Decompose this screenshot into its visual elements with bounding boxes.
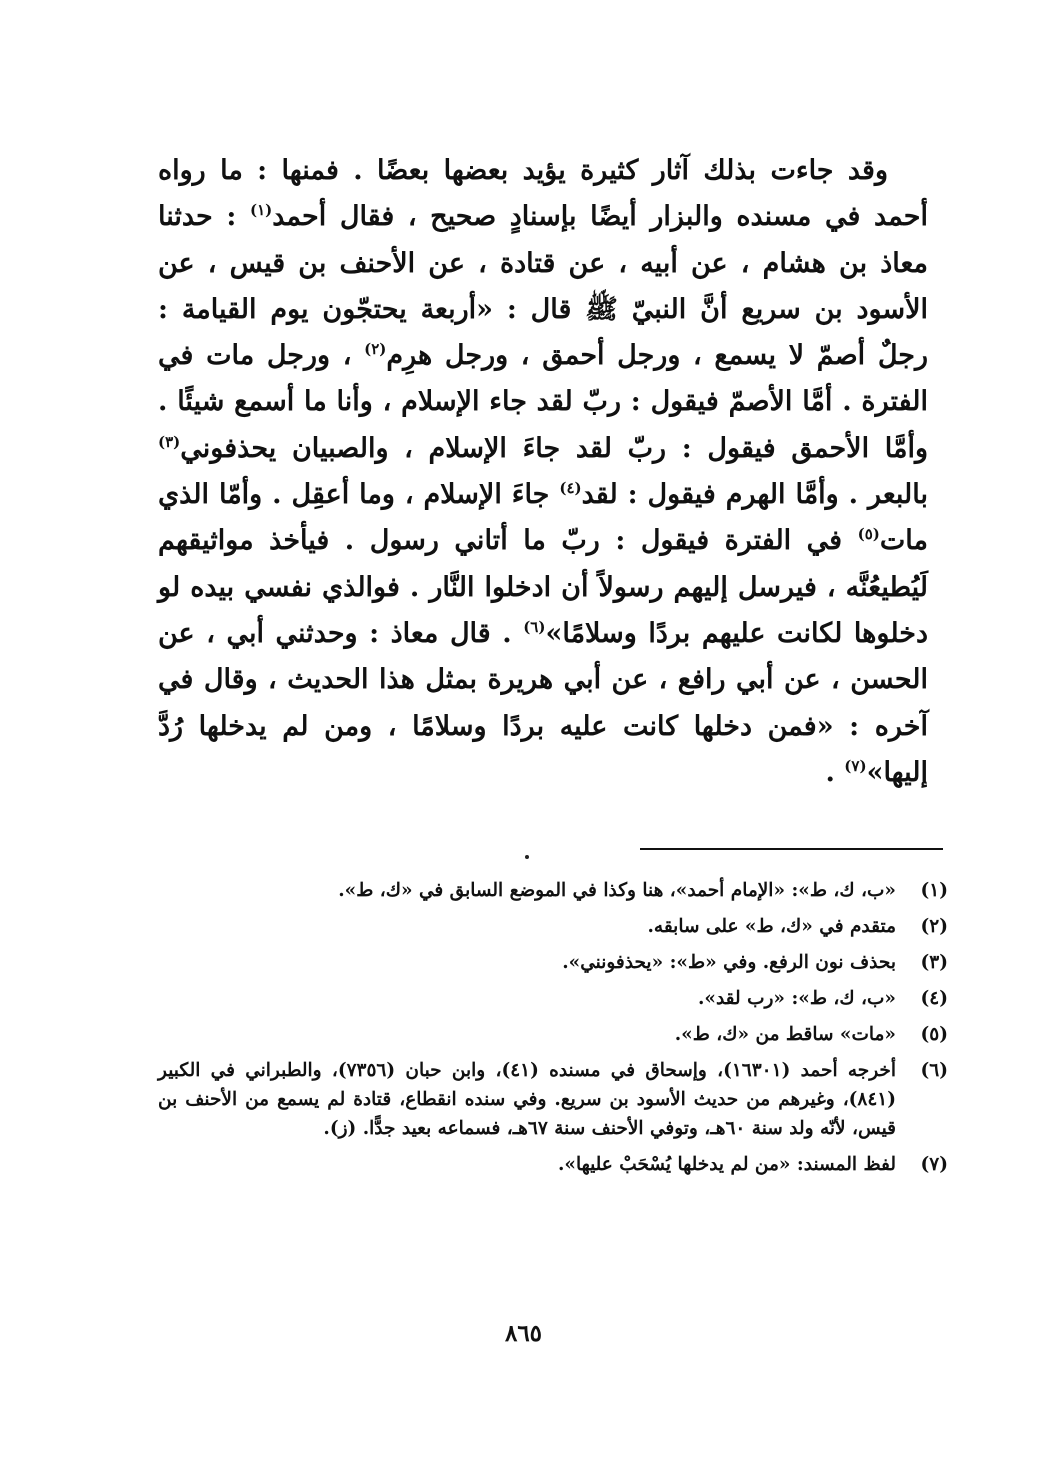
footnote-item [158, 912, 948, 941]
footnote-item [158, 1056, 948, 1143]
footnote-text: «ب، ك، ط»: «الإمام أحمد»، هنا وكذا في الموضع السابق في «ك، ط». [338, 880, 896, 901]
footnote-number: (١) [920, 880, 948, 901]
footnote-ref-3[interactable]: (٣) [158, 432, 181, 451]
footnote-ref-6[interactable]: (٦) [523, 617, 546, 636]
ink-dot [525, 855, 529, 859]
footnote-number: (٦) [920, 1060, 948, 1081]
main-paragraph [158, 148, 928, 796]
footnote-number: (٣) [920, 952, 948, 973]
footnote-text: «ب، ك، ط»: «رب لقد». [697, 988, 896, 1009]
footnote-item [158, 984, 948, 1013]
footnote-text: متقدم في «ك، ط» على سابقه. [647, 916, 896, 937]
footnote-text: «مات» ساقط من «ك، ط». [674, 1024, 896, 1045]
footnote-number: (٧) [920, 1154, 948, 1175]
main-text-segment: ، ورجل مات في الفترة . أمَّا الأصمّ فيقول : ربّ لقد جاء الإسلام ، وأنا ما أسمع شيئًا . وأمَّا الأحمق فيقول : ربّ لقد جاءَ الإسلام ، والصبيان يحذفوني [158, 340, 928, 464]
footnote-ref-1[interactable]: (١) [249, 201, 273, 220]
main-text-segment: جاءَ الإسلام ، وما أعقِل . وأمّا الذي مات [158, 479, 928, 557]
footnote-text: بحذف نون الرفع. وفي «ط»: «يحذفونني». [562, 952, 896, 973]
footnote-ref-5[interactable]: (٥) [857, 525, 880, 544]
footnote-ref-2[interactable]: (٢) [364, 340, 387, 359]
main-text-segment: في الفترة فيقول : ربّ ما أتاني رسول . فيأخذ مواثيقهم لَيُطيعُنَّه ، فيرسل إليهم رسولاً أن ادخلوا النَّار . فوالذي نفسي بيده لو دخلوها لكانت عليهم بردًا وسلامًا» [158, 525, 928, 649]
page-number: ٨٦٥ [504, 1320, 543, 1347]
footnote-text: لفظ المسند: «من لم يدخلها يُسْحَبْ عليها». [557, 1154, 896, 1175]
footnote-number: (٢) [920, 916, 948, 937]
footnote-item [158, 876, 948, 905]
main-text-segment: . [825, 756, 845, 788]
footnote-item [158, 948, 948, 977]
footnotes-section [158, 876, 948, 1186]
footnote-number: (٤) [920, 988, 948, 1009]
footnote-ref-4[interactable]: (٤) [559, 479, 582, 498]
footnote-text: أخرجه أحمد (١٦٣٠١)، وإسحاق في مسنده (٤١)، وابن حبان (٧٣٥٦)، والطبراني في الكبير (٨٤١)، وغيرهم من حديث الأسود بن سريع. وفي سنده انقطاع، قتادة لم يسمع من الأحنف بن قيس، لأنّه ولد سنة ٦٠هـ، وتوفي الأحنف سنة ٦٧هـ، فسماعه بعيد جدًّا. (ز). [158, 1060, 896, 1139]
footnote-item [158, 1020, 948, 1049]
footnote-item [158, 1150, 948, 1179]
main-text-segment: وقد جاءت بذلك آثار كثيرة يؤيد بعضها بعضًا . فمنها : ما رواه أحمد في مسنده والبزار أيضًا بإسنادٍ صحيح ، فقال أحمد [158, 155, 928, 233]
main-text-segment: بالبعر . وأمَّا الهرم فيقول : لقد [581, 479, 929, 511]
footnote-separator [640, 848, 943, 850]
footnote-number: (٥) [920, 1024, 948, 1045]
main-text-segment: : حدثنا معاذ بن هشام ، عن أبيه ، عن قتادة ، عن الأحنف بن قيس ، عن الأسود بن سريع أنَّ النبيّ ﷺ قال : «أربعة يحتجّون يوم القيامة : رجلٌ أصمّ لا يسمع ، ورجل أحمق ، ورجل هرِم [158, 201, 928, 372]
main-text-segment: . قال معاذ : وحدثني أبي ، عن الحسن ، عن أبي رافع ، عن أبي هريرة بمثل هذا الحديث ، وقال في آخره : «فمن دخلها كانت عليه بردًا وسلامًا ، ومن لم يدخلها رُدَّ إليها» [158, 617, 928, 788]
footnote-ref-7[interactable]: (٧) [844, 756, 867, 775]
main-text-block [158, 148, 928, 796]
